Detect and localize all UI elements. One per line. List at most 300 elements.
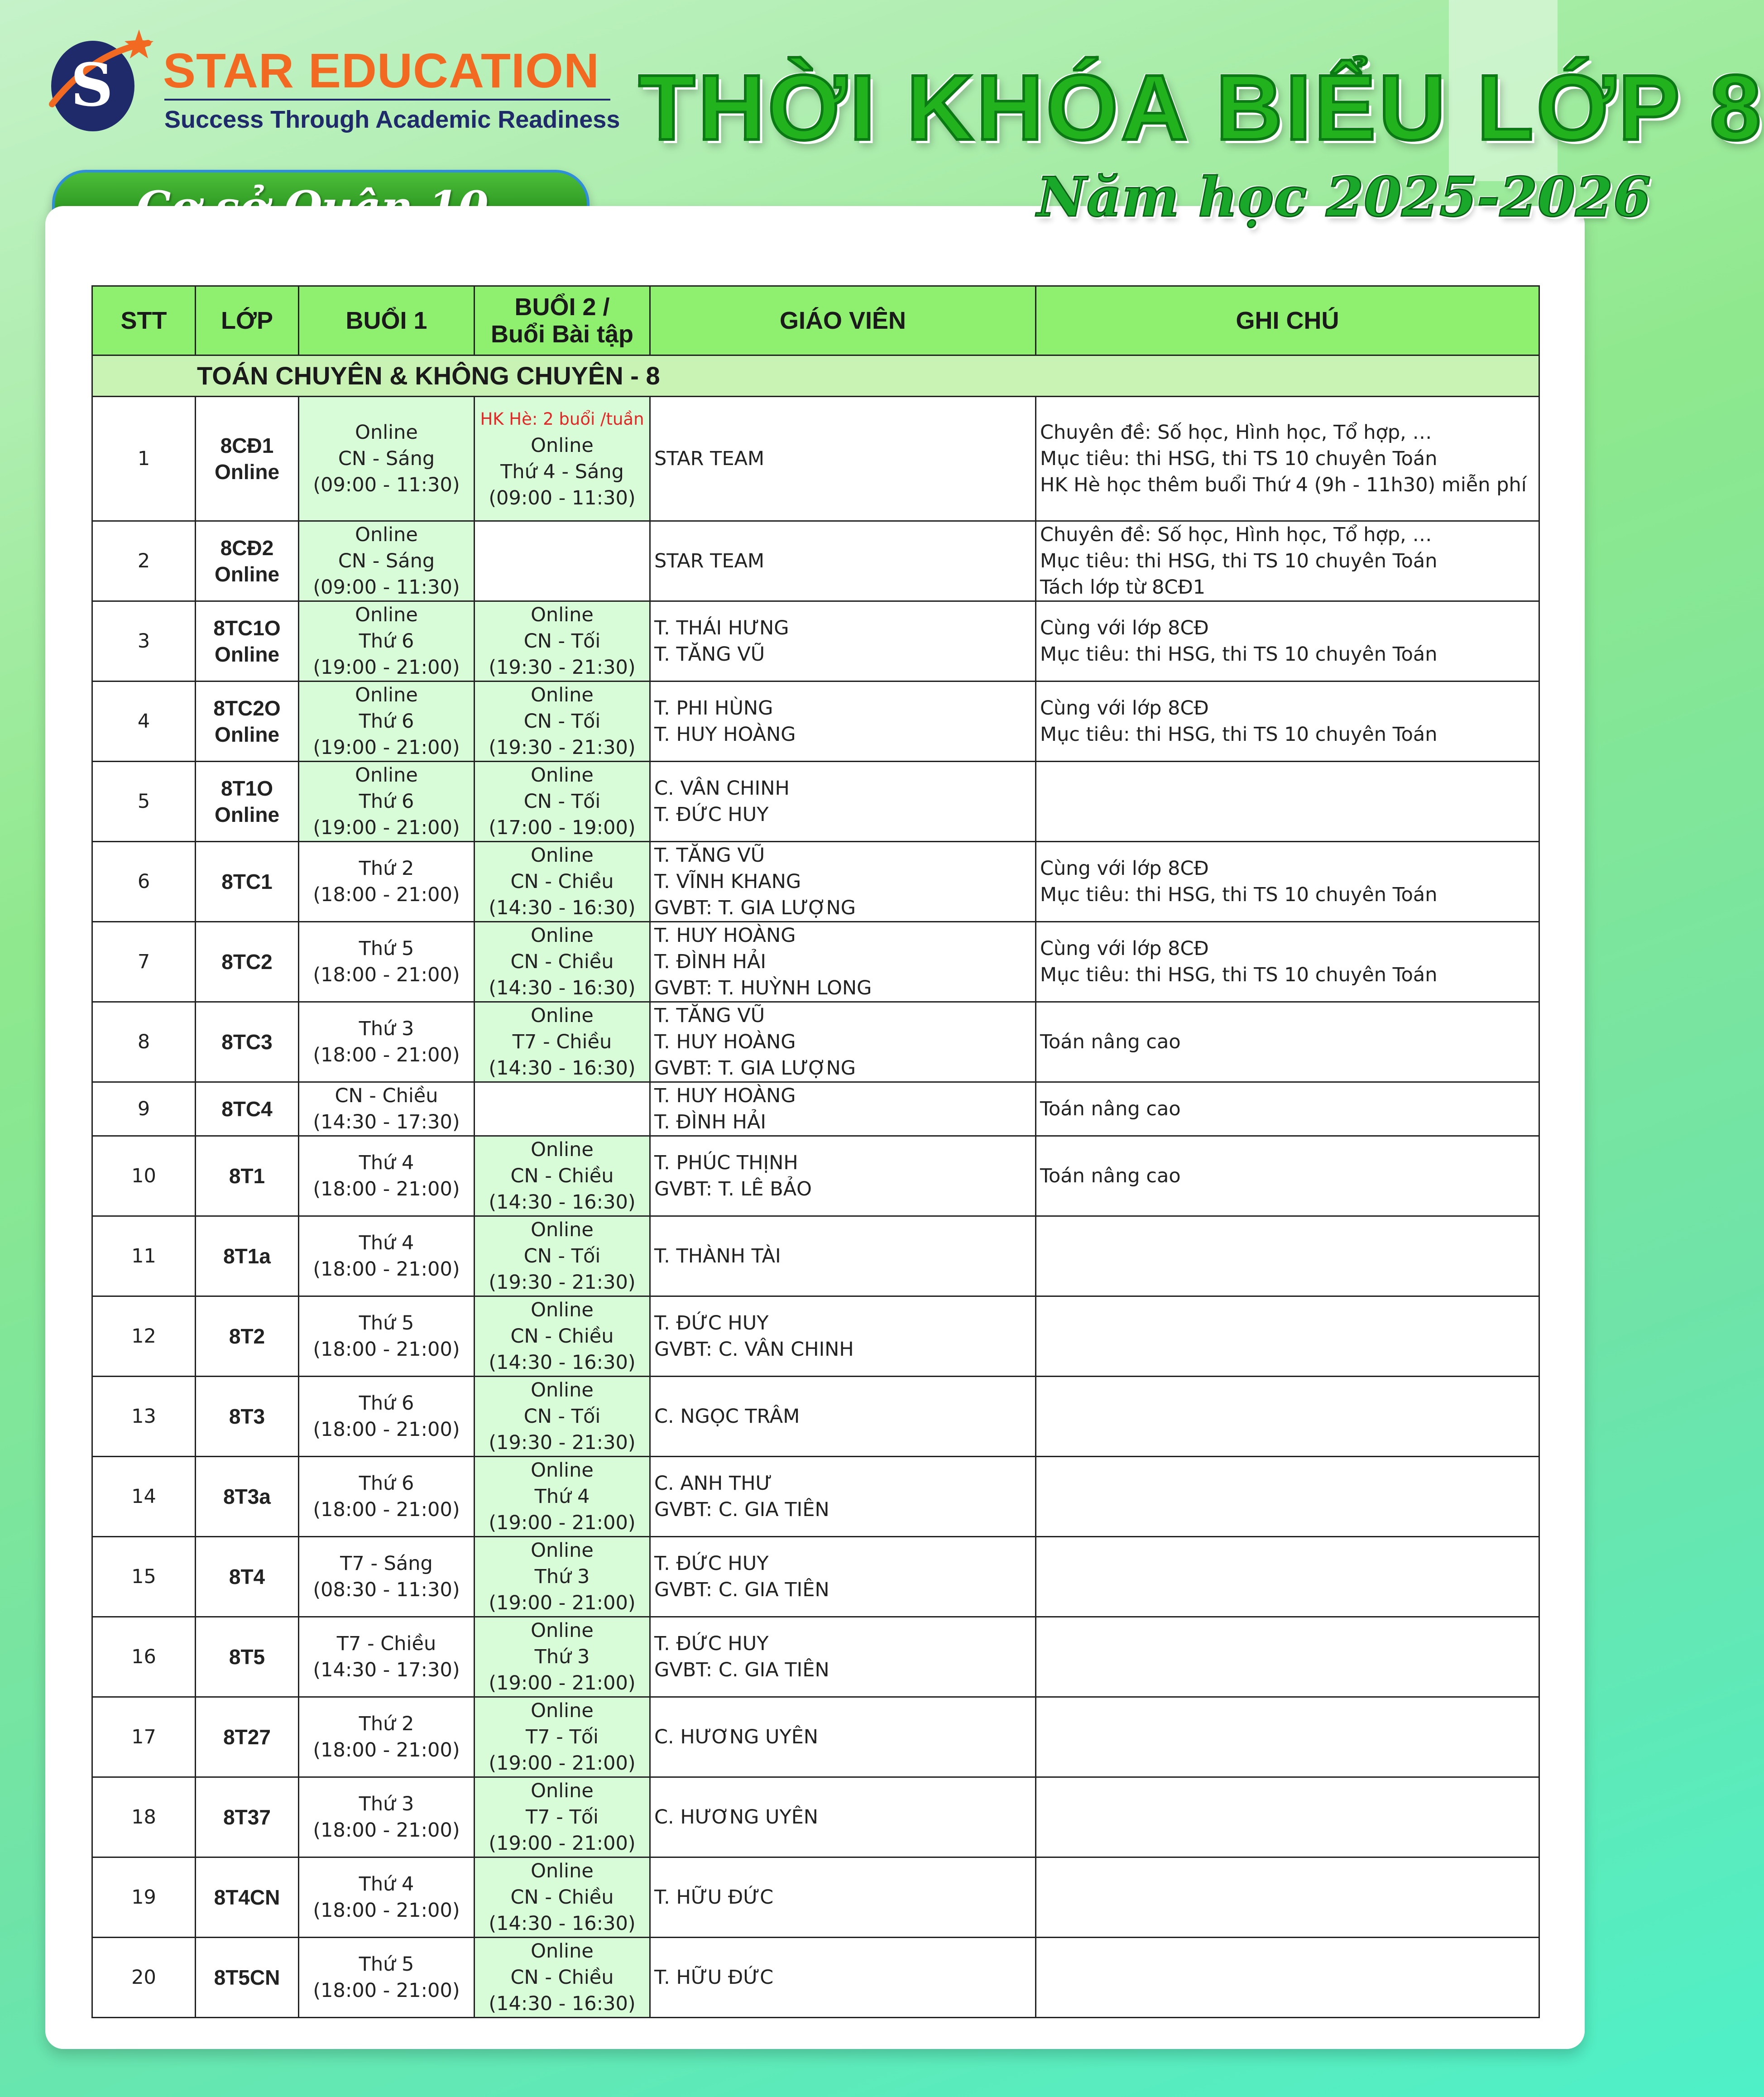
row-index: 16 bbox=[92, 1617, 196, 1697]
teacher-name: GVBT: C. GIA TIÊN bbox=[654, 1659, 829, 1681]
note-cell bbox=[1036, 1537, 1539, 1617]
session-1-line: Thứ 5 bbox=[359, 1312, 414, 1334]
class-code-line: 8T3 bbox=[229, 1405, 265, 1428]
session-1-line: (14:30 - 17:30) bbox=[313, 1111, 460, 1133]
note-line: Toán nâng cao bbox=[1040, 1031, 1181, 1053]
row-index: 19 bbox=[92, 1857, 196, 1938]
note-cell bbox=[1036, 1457, 1539, 1537]
class-code-line: Online bbox=[214, 643, 280, 666]
note-cell bbox=[1036, 762, 1539, 842]
note-cell bbox=[1036, 1296, 1539, 1377]
table-row bbox=[92, 601, 1539, 681]
session-1-line: Thứ 3 bbox=[359, 1793, 414, 1815]
class-code-line: 8TC2O bbox=[213, 696, 281, 720]
session-2-line: CN - Tối bbox=[523, 710, 601, 733]
note-line: Mục tiêu: thi HSG, thi TS 10 chuyên Toán bbox=[1040, 643, 1438, 666]
session-1-line: T7 - Chiều bbox=[336, 1632, 436, 1655]
session-2-line: Online bbox=[531, 844, 594, 867]
session-1-cell bbox=[299, 1296, 475, 1377]
session-2-line: (14:30 - 16:30) bbox=[489, 897, 636, 919]
note-cell bbox=[1036, 601, 1539, 681]
session-1-cell bbox=[299, 1216, 475, 1296]
class-code bbox=[196, 1617, 299, 1697]
teacher-name: T. PHÚC THỊNH bbox=[654, 1152, 798, 1174]
brand-logo bbox=[43, 25, 620, 143]
row-index: 13 bbox=[92, 1377, 196, 1457]
class-code-line: 8T1 bbox=[229, 1164, 265, 1188]
teacher-cell bbox=[650, 842, 1036, 922]
session-2-cell bbox=[475, 397, 650, 521]
session-2-line: (19:30 - 21:30) bbox=[489, 1271, 636, 1294]
teacher-name: T. TĂNG VŨ bbox=[654, 844, 765, 867]
session-1-line: Thứ 4 bbox=[359, 1873, 414, 1895]
session-2-cell bbox=[475, 1777, 650, 1857]
session-2-cell bbox=[475, 521, 650, 601]
note-cell bbox=[1036, 922, 1539, 1002]
class-code-line: 8T5 bbox=[229, 1645, 265, 1669]
teacher-name: T. HUY HOÀNG bbox=[654, 1084, 796, 1107]
class-code-line: 8T27 bbox=[223, 1725, 271, 1749]
teacher-name: STAR TEAM bbox=[654, 447, 765, 470]
session-2-line: Thứ 3 bbox=[534, 1646, 590, 1668]
note-cell bbox=[1036, 397, 1539, 521]
session-1-line: Online bbox=[355, 421, 418, 444]
class-code-line: 8T2 bbox=[229, 1324, 265, 1348]
class-code-line: Online bbox=[214, 460, 280, 484]
session-1-line: Online bbox=[355, 764, 418, 787]
session-1-line: (18:00 - 21:00) bbox=[313, 1338, 460, 1361]
teacher-name: T. TĂNG VŨ bbox=[654, 1004, 765, 1027]
session-1-line: (18:00 - 21:00) bbox=[313, 964, 460, 986]
row-index: 11 bbox=[92, 1216, 196, 1296]
class-code-line: 8T1a bbox=[223, 1244, 271, 1268]
table-row bbox=[92, 1777, 1539, 1857]
session-1-line: Thứ 4 bbox=[359, 1152, 414, 1174]
session-1-line: Thứ 6 bbox=[359, 630, 414, 653]
session-2-cell bbox=[475, 1136, 650, 1216]
class-code bbox=[196, 1697, 299, 1777]
header-stt: STT bbox=[92, 286, 196, 355]
schedule-body bbox=[92, 355, 1539, 2018]
teacher-cell bbox=[650, 762, 1036, 842]
session-1-line: T7 - Sáng bbox=[340, 1552, 433, 1575]
session-1-line: (18:00 - 21:00) bbox=[313, 1979, 460, 2002]
session-1-line: Thứ 2 bbox=[359, 857, 414, 880]
teacher-name: T. THÀNH TÀI bbox=[654, 1245, 781, 1267]
session-1-cell bbox=[299, 842, 475, 922]
header-session-2-line1: BUỔI 2 / bbox=[514, 293, 610, 321]
header-note: GHI CHÚ bbox=[1036, 286, 1539, 355]
session-1-cell bbox=[299, 1697, 475, 1777]
session-1-cell bbox=[299, 1938, 475, 2018]
row-index: 17 bbox=[92, 1697, 196, 1777]
session-2-cell bbox=[475, 1617, 650, 1697]
session-2-cell bbox=[475, 601, 650, 681]
class-code bbox=[196, 1296, 299, 1377]
note-line: Chuyên đề: Số học, Hình học, Tổ hợp, … bbox=[1040, 523, 1432, 546]
star-globe-logo-icon bbox=[43, 25, 152, 143]
teacher-cell bbox=[650, 1136, 1036, 1216]
class-code bbox=[196, 1537, 299, 1617]
teacher-cell bbox=[650, 681, 1036, 762]
session-2-line: Online bbox=[531, 1699, 594, 1722]
section-row bbox=[92, 355, 1539, 397]
teacher-cell bbox=[650, 1002, 1036, 1082]
session-2-line: Online bbox=[531, 434, 594, 457]
session-2-line: (14:30 - 16:30) bbox=[489, 1191, 636, 1214]
note-cell bbox=[1036, 1697, 1539, 1777]
teacher-name: T. THÁI HƯNG bbox=[654, 617, 789, 639]
session-2-line: (19:30 - 21:30) bbox=[489, 736, 636, 759]
note-line: Toán nâng cao bbox=[1040, 1098, 1181, 1120]
session-2-line: Online bbox=[531, 1860, 594, 1882]
class-code bbox=[196, 762, 299, 842]
class-code bbox=[196, 601, 299, 681]
note-line: HK Hè học thêm buổi Thứ 4 (9h - 11h30) miễn phí bbox=[1040, 474, 1527, 496]
session-2-line: (19:00 - 21:00) bbox=[489, 1672, 636, 1694]
session-1-cell bbox=[299, 1537, 475, 1617]
note-line: Mục tiêu: thi HSG, thi TS 10 chuyên Toán bbox=[1040, 723, 1438, 746]
session-1-line: Thứ 4 bbox=[359, 1232, 414, 1254]
session-1-line: (09:00 - 11:30) bbox=[313, 576, 460, 599]
session-2-line: Online bbox=[531, 1379, 594, 1401]
teacher-name: T. ĐỨC HUY bbox=[654, 1552, 769, 1575]
session-1-cell bbox=[299, 681, 475, 762]
session-1-line: (18:00 - 21:00) bbox=[313, 1739, 460, 1761]
session-2-line: Thứ 3 bbox=[534, 1565, 590, 1588]
session-2-line: CN - Tối bbox=[523, 1405, 601, 1428]
session-2-line: CN - Chiều bbox=[510, 1886, 614, 1909]
teacher-cell bbox=[650, 922, 1036, 1002]
teacher-name: T. ĐỨC HUY bbox=[654, 1632, 769, 1655]
session-2-line: (14:30 - 16:30) bbox=[489, 1912, 636, 1935]
session-1-line: (18:00 - 21:00) bbox=[313, 1418, 460, 1441]
teacher-name: T. ĐÌNH HẢI bbox=[654, 1111, 767, 1133]
note-line: Chuyên đề: Số học, Hình học, Tổ hợp, … bbox=[1040, 421, 1432, 444]
teacher-name: T. VĨNH KHANG bbox=[654, 870, 801, 893]
session-2-line: (14:30 - 16:30) bbox=[489, 1992, 636, 2015]
teacher-cell bbox=[650, 1296, 1036, 1377]
table-row bbox=[92, 1617, 1539, 1697]
class-code-line: Online bbox=[214, 723, 280, 746]
note-cell bbox=[1036, 1136, 1539, 1216]
session-1-cell bbox=[299, 922, 475, 1002]
session-2-line: Online bbox=[531, 684, 594, 706]
teacher-cell bbox=[650, 1082, 1036, 1136]
note-line: Tách lớp từ 8CĐ1 bbox=[1040, 576, 1206, 599]
session-2-cell bbox=[475, 1377, 650, 1457]
teacher-name: GVBT: T. HUỲNH LONG bbox=[654, 977, 872, 999]
session-2-line: (19:00 - 21:00) bbox=[489, 1592, 636, 1614]
session-1-line: Thứ 6 bbox=[359, 1392, 414, 1415]
table-row bbox=[92, 521, 1539, 601]
note-cell bbox=[1036, 1617, 1539, 1697]
session-1-cell bbox=[299, 1136, 475, 1216]
session-2-line: CN - Chiều bbox=[510, 1165, 614, 1187]
class-code-line: 8TC2 bbox=[221, 950, 273, 974]
session-1-line: Thứ 3 bbox=[359, 1017, 414, 1040]
session-2-cell bbox=[475, 1938, 650, 2018]
table-row bbox=[92, 681, 1539, 762]
session-1-cell bbox=[299, 1082, 475, 1136]
table-row bbox=[92, 1537, 1539, 1617]
header-session-1: BUỔI 1 bbox=[299, 286, 475, 355]
session-2-line: (19:30 - 21:30) bbox=[489, 1431, 636, 1454]
header-teacher: GIÁO VIÊN bbox=[650, 286, 1036, 355]
teacher-cell bbox=[650, 1697, 1036, 1777]
teacher-cell bbox=[650, 521, 1036, 601]
session-2-cell bbox=[475, 922, 650, 1002]
session-2-line: CN - Chiều bbox=[510, 1325, 614, 1348]
class-code bbox=[196, 397, 299, 521]
note-line: Mục tiêu: thi HSG, thi TS 10 chuyên Toán bbox=[1040, 964, 1438, 986]
note-cell bbox=[1036, 1777, 1539, 1857]
row-index: 10 bbox=[92, 1136, 196, 1216]
teacher-name: T. HỮU ĐỨC bbox=[654, 1886, 774, 1909]
session-1-line: Thứ 5 bbox=[359, 937, 414, 960]
session-2-line: Online bbox=[531, 1299, 594, 1321]
session-1-cell bbox=[299, 601, 475, 681]
session-1-line: (14:30 - 17:30) bbox=[313, 1659, 460, 1681]
session-2-line: Thứ 4 bbox=[534, 1485, 590, 1508]
teacher-name: T. PHI HÙNG bbox=[654, 697, 773, 720]
session-1-line: (08:30 - 11:30) bbox=[313, 1579, 460, 1601]
brand-tagline: Success Through Academic Readiness bbox=[164, 106, 620, 133]
session-1-line: (18:00 - 21:00) bbox=[313, 1899, 460, 1922]
teacher-name: GVBT: T. GIA LƯỢNG bbox=[654, 897, 856, 919]
row-index: 15 bbox=[92, 1537, 196, 1617]
session-1-line: (18:00 - 21:00) bbox=[313, 1258, 460, 1281]
session-1-line: Online bbox=[355, 604, 418, 626]
note-line: Toán nâng cao bbox=[1040, 1165, 1181, 1187]
class-code-line: 8T4CN bbox=[214, 1886, 280, 1909]
note-line: Cùng với lớp 8CĐ bbox=[1040, 617, 1209, 639]
session-1-cell bbox=[299, 762, 475, 842]
table-row bbox=[92, 1938, 1539, 2018]
session-2-line: (19:00 - 21:00) bbox=[489, 1512, 636, 1534]
session-1-cell bbox=[299, 1857, 475, 1938]
session-1-cell bbox=[299, 521, 475, 601]
teacher-name: T. ĐỨC HUY bbox=[654, 803, 769, 826]
session-1-line: CN - Sáng bbox=[338, 447, 435, 470]
session-2-cell bbox=[475, 1857, 650, 1938]
session-2-cell bbox=[475, 1082, 650, 1136]
row-index: 5 bbox=[92, 762, 196, 842]
class-code-line: 8T3a bbox=[223, 1485, 271, 1508]
session-1-line: (18:00 - 21:00) bbox=[313, 883, 460, 906]
row-index: 12 bbox=[92, 1296, 196, 1377]
note-line: Mục tiêu: thi HSG, thi TS 10 chuyên Toán bbox=[1040, 550, 1438, 572]
session-2-line: (19:00 - 21:00) bbox=[489, 1752, 636, 1775]
header-session-2-line2: Buổi Bài tập bbox=[490, 321, 633, 348]
session-2-cell bbox=[475, 842, 650, 922]
row-index: 20 bbox=[92, 1938, 196, 2018]
session-2-cell bbox=[475, 762, 650, 842]
header-class: LỚP bbox=[196, 286, 299, 355]
table-row bbox=[92, 1857, 1539, 1938]
table-row bbox=[92, 1457, 1539, 1537]
session-2-cell bbox=[475, 681, 650, 762]
teacher-cell bbox=[650, 1938, 1036, 2018]
table-row bbox=[92, 1296, 1539, 1377]
teacher-name: C. ANH THƯ bbox=[654, 1472, 772, 1495]
session-1-line: (19:00 - 21:00) bbox=[313, 736, 460, 759]
session-2-cell bbox=[475, 1697, 650, 1777]
session-1-cell bbox=[299, 1002, 475, 1082]
note-cell bbox=[1036, 1216, 1539, 1296]
session-2-line: Online bbox=[531, 604, 594, 626]
class-code bbox=[196, 1857, 299, 1938]
session-2-line: Online bbox=[531, 1780, 594, 1802]
session-1-line: Thứ 5 bbox=[359, 1953, 414, 1976]
teacher-name: C. HƯƠNG UYÊN bbox=[654, 1806, 819, 1828]
session-2-line: CN - Chiều bbox=[510, 870, 614, 893]
class-code-line: 8TC1O bbox=[213, 616, 281, 640]
session-1-line: Thứ 6 bbox=[359, 710, 414, 733]
session-2-cell bbox=[475, 1537, 650, 1617]
note-line: Cùng với lớp 8CĐ bbox=[1040, 697, 1209, 720]
note-cell bbox=[1036, 1082, 1539, 1136]
row-index: 9 bbox=[92, 1082, 196, 1136]
table-row bbox=[92, 1082, 1539, 1136]
session-2-line: Online bbox=[531, 1138, 594, 1161]
session-1-line: (19:00 - 21:00) bbox=[313, 656, 460, 679]
table-row bbox=[92, 1136, 1539, 1216]
teacher-cell bbox=[650, 397, 1036, 521]
teacher-cell bbox=[650, 601, 1036, 681]
teacher-name: T. ĐÌNH HẢI bbox=[654, 950, 767, 973]
class-code-line: 8CĐ1 bbox=[220, 434, 274, 457]
teacher-name: GVBT: C. GIA TIÊN bbox=[654, 1579, 829, 1601]
note-cell bbox=[1036, 1857, 1539, 1938]
session-2-cell bbox=[475, 1457, 650, 1537]
session-1-line: (09:00 - 11:30) bbox=[313, 474, 460, 496]
session-2-line: Online bbox=[531, 1539, 594, 1562]
session-2-cell bbox=[475, 1216, 650, 1296]
session-2-line: Online bbox=[531, 1459, 594, 1482]
session-2-line: CN - Tối bbox=[523, 1245, 601, 1267]
note-cell bbox=[1036, 842, 1539, 922]
class-code bbox=[196, 521, 299, 601]
teacher-cell bbox=[650, 1617, 1036, 1697]
session-2-cell bbox=[475, 1002, 650, 1082]
table-row bbox=[92, 397, 1539, 521]
session-2-line: CN - Chiều bbox=[510, 950, 614, 973]
note-cell bbox=[1036, 1002, 1539, 1082]
teacher-name: GVBT: T. GIA LƯỢNG bbox=[654, 1057, 856, 1080]
teacher-name: T. TĂNG VŨ bbox=[654, 643, 765, 666]
session-2-line: (17:00 - 19:00) bbox=[489, 816, 636, 839]
class-code bbox=[196, 1377, 299, 1457]
row-index: 7 bbox=[92, 922, 196, 1002]
class-code bbox=[196, 1136, 299, 1216]
session-1-cell bbox=[299, 1457, 475, 1537]
session-2-line: (14:30 - 16:30) bbox=[489, 1057, 636, 1080]
session-1-line: (18:00 - 21:00) bbox=[313, 1178, 460, 1200]
class-code bbox=[196, 1457, 299, 1537]
teacher-name: T. HUY HOÀNG bbox=[654, 924, 796, 947]
teacher-name: C. NGỌC TRÂM bbox=[654, 1405, 800, 1428]
table-row bbox=[92, 842, 1539, 922]
session-1-line: Thứ 6 bbox=[359, 1472, 414, 1495]
class-code bbox=[196, 1777, 299, 1857]
table-row bbox=[92, 1697, 1539, 1777]
teacher-name: GVBT: C. VÂN CHINH bbox=[654, 1338, 854, 1361]
note-cell bbox=[1036, 1377, 1539, 1457]
class-code bbox=[196, 1216, 299, 1296]
session-2-line: CN - Chiều bbox=[510, 1966, 614, 1989]
session-2-line: Thứ 4 - Sáng bbox=[500, 461, 624, 483]
session-1-line: (18:00 - 21:00) bbox=[313, 1819, 460, 1842]
session-1-line: (18:00 - 21:00) bbox=[313, 1498, 460, 1521]
class-code-line: 8T4 bbox=[229, 1565, 265, 1588]
header-session-2 bbox=[475, 286, 650, 355]
logo-letter: S bbox=[71, 50, 113, 120]
session-2-line: (19:30 - 21:30) bbox=[489, 656, 636, 679]
row-index: 1 bbox=[92, 397, 196, 521]
teacher-cell bbox=[650, 1216, 1036, 1296]
class-code-line: 8T5CN bbox=[214, 1966, 280, 1989]
schedule-card bbox=[45, 206, 1585, 2049]
row-index: 6 bbox=[92, 842, 196, 922]
note-cell bbox=[1036, 1938, 1539, 2018]
teacher-name: T. HUY HOÀNG bbox=[654, 723, 796, 746]
session-1-cell bbox=[299, 1617, 475, 1697]
table-row bbox=[92, 1216, 1539, 1296]
session-2-line: Online bbox=[531, 764, 594, 787]
brand-name: STAR EDUCATION bbox=[163, 43, 599, 98]
row-index: 18 bbox=[92, 1777, 196, 1857]
teacher-name: T. HỮU ĐỨC bbox=[654, 1966, 774, 1989]
brand-divider bbox=[164, 99, 610, 101]
session-1-cell bbox=[299, 1777, 475, 1857]
session-2-line: Online bbox=[531, 1619, 594, 1642]
section-title: TOÁN CHUYÊN & KHÔNG CHUYÊN - 8 bbox=[92, 355, 1539, 397]
teacher-name: GVBT: T. LÊ BẢO bbox=[654, 1178, 812, 1200]
teacher-cell bbox=[650, 1537, 1036, 1617]
class-code-line: 8T1O bbox=[220, 777, 273, 800]
teacher-name: C. HƯƠNG UYÊN bbox=[654, 1726, 819, 1748]
teacher-name: STAR TEAM bbox=[654, 550, 765, 572]
row-index: 14 bbox=[92, 1457, 196, 1537]
session-1-line: CN - Chiều bbox=[335, 1084, 438, 1107]
class-code-line: 8TC4 bbox=[221, 1097, 273, 1121]
session-2-line: Online bbox=[531, 1004, 594, 1027]
note-cell bbox=[1036, 681, 1539, 762]
session-2-line: T7 - Chiều bbox=[512, 1031, 612, 1053]
table-row bbox=[92, 1002, 1539, 1082]
session-1-line: Online bbox=[355, 523, 418, 546]
class-code-line: 8CĐ2 bbox=[220, 536, 274, 560]
note-line: Mục tiêu: thi HSG, thi TS 10 chuyên Toán bbox=[1040, 447, 1438, 470]
page-title: THỜI KHÓA BIỂU LỚP 8 bbox=[638, 56, 1764, 159]
teacher-name: T. HUY HOÀNG bbox=[654, 1031, 796, 1053]
session-1-line: CN - Sáng bbox=[338, 550, 435, 572]
note-line: Mục tiêu: thi HSG, thi TS 10 chuyên Toán bbox=[1040, 883, 1438, 906]
class-code-line: 8T37 bbox=[223, 1805, 271, 1829]
school-year-subtitle: Năm học 2025-2026 bbox=[1037, 165, 1651, 229]
teacher-cell bbox=[650, 1377, 1036, 1457]
session-2-line: T7 - Tối bbox=[526, 1726, 599, 1748]
session-1-cell bbox=[299, 1377, 475, 1457]
table-header-row bbox=[92, 286, 1539, 355]
session-2-line: (14:30 - 16:30) bbox=[489, 1351, 636, 1374]
teacher-cell bbox=[650, 1457, 1036, 1537]
class-code bbox=[196, 681, 299, 762]
session-2-line: T7 - Tối bbox=[526, 1806, 599, 1828]
schedule-table bbox=[91, 285, 1540, 2018]
session-1-line: Thứ 2 bbox=[359, 1713, 414, 1735]
